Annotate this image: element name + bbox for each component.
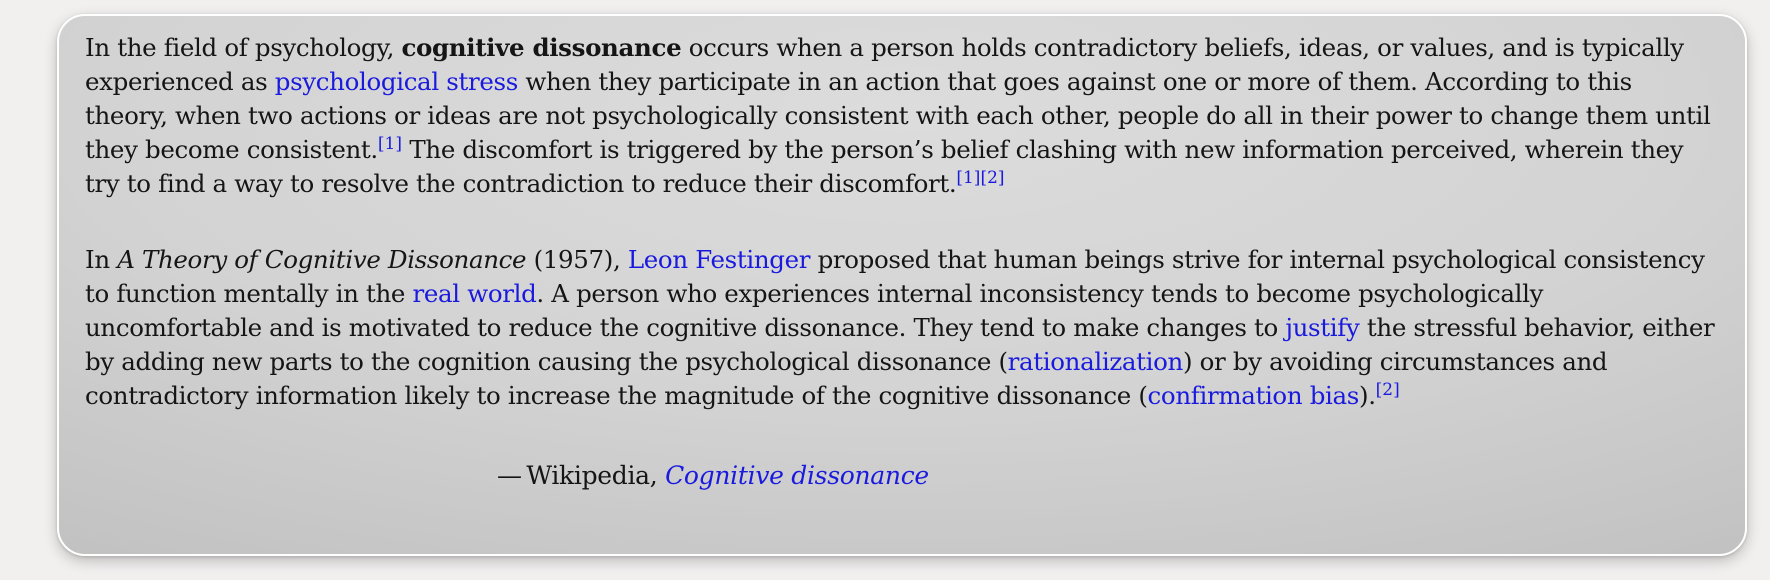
quote-attribution (497, 461, 929, 490)
book-title: A Theory of Cognitive Dissonance (117, 245, 527, 274)
link-psychological-stress[interactable]: psychological stress (274, 67, 518, 96)
p2-text-1: In (85, 245, 118, 274)
p2-text-6: ) or by avoiding circumstances and contradictory information likely to increase the magnitude of the cognitive dissonance ( (85, 347, 1608, 410)
link-justify[interactable]: justify (1285, 313, 1360, 342)
citation-link-1b[interactable]: [1] (956, 168, 981, 188)
citation-link-1[interactable]: [1] (377, 134, 402, 154)
link-confirmation-bias[interactable]: confirmation bias (1147, 381, 1359, 410)
attribution-prefix: — Wikipedia, (497, 461, 666, 490)
quote-paragraph-2 (85, 243, 1721, 413)
link-real-world[interactable]: real world (412, 279, 537, 308)
blockquote-box (57, 14, 1747, 556)
p1-text-3: when they participate in an action that goes against one or more of them. According to this theory, when two actions or ideas are not psychologically consistent with each other, people do all in their power to change them until they become consistent. (85, 67, 1711, 164)
p1-text-1: In the field of psychology, (85, 33, 402, 62)
link-leon-festinger[interactable]: Leon Festinger (627, 245, 811, 274)
citation-link-2[interactable]: [2] (980, 168, 1005, 188)
p2-text-4: . A person who experiences internal inconsistency tends to become psychologically uncomfortable and is motivated to reduce the cognitive dissonance. They tend to make changes to (85, 279, 1544, 342)
p1-text-2: occurs when a person holds contradictory beliefs, ideas, or values, and is typically experienced as (85, 33, 1684, 96)
term-cognitive-dissonance: cognitive dissonance (401, 33, 682, 62)
p2-text-5: the stressful behavior, either by adding new parts to the cognition causing the psychological dissonance ( (85, 313, 1715, 376)
link-rationalization[interactable]: rationalization (1007, 347, 1183, 376)
p1-text-4: The discomfort is triggered by the person’s belief clashing with new information perceived, wherein they try to find a way to resolve the contradiction to reduce their discomfort. (85, 135, 1684, 198)
p2-text-7: ). (1359, 381, 1376, 410)
link-source-article[interactable]: Cognitive dissonance (665, 461, 929, 490)
p2-text-3: proposed that human beings strive for internal psychological consistency to function mentally in the (85, 245, 1705, 308)
p2-text-2: (1957), (526, 245, 628, 274)
citation-link-2b[interactable]: [2] (1375, 380, 1400, 400)
quote-paragraph-1 (85, 31, 1721, 201)
